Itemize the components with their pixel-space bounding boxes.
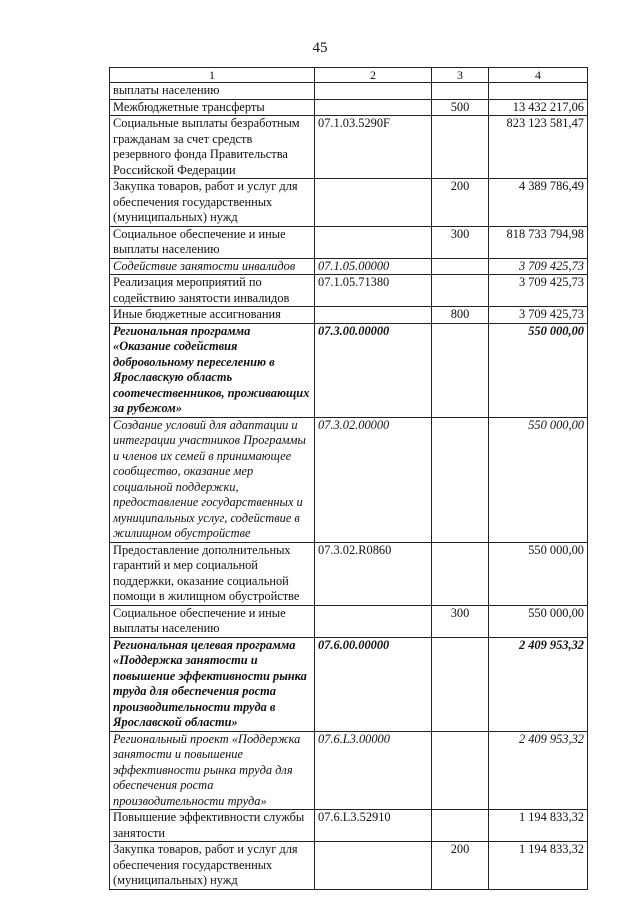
row-amount-cell: 4 389 786,49: [489, 179, 588, 227]
header-cell-code: 2: [315, 68, 432, 83]
row-name-cell: выплаты населению: [110, 83, 315, 100]
row-name-cell: Реализация мероприятий по содействию занятости инвалидов: [110, 275, 315, 307]
header-cell-type: 3: [432, 68, 489, 83]
row-type-cell: [432, 83, 489, 100]
row-code-cell: 07.3.02.R0860: [315, 542, 432, 605]
row-code-cell: 07.1.05.00000: [315, 258, 432, 275]
table-row: [110, 258, 588, 275]
row-code-cell: [315, 605, 432, 637]
row-name-cell: Иные бюджетные ассигнования: [110, 307, 315, 324]
row-code-cell: 07.3.00.00000: [315, 323, 432, 417]
table-row: [110, 810, 588, 842]
row-amount-cell: 818 733 794,98: [489, 226, 588, 258]
table-row: [110, 542, 588, 605]
row-amount-cell: 13 432 217,06: [489, 99, 588, 116]
row-amount-cell: 550 000,00: [489, 542, 588, 605]
row-amount-cell: 1 194 833,32: [489, 810, 588, 842]
table-row: [110, 637, 588, 731]
table-row: [110, 179, 588, 227]
row-code-cell: 07.6.L3.52910: [315, 810, 432, 842]
page-number: 45: [312, 40, 328, 56]
budget-table: [109, 67, 588, 890]
row-name-cell: Повышение эффективности службы занятости: [110, 810, 315, 842]
row-code-cell: [315, 842, 432, 890]
row-code-cell: [315, 307, 432, 324]
table-row: [110, 323, 588, 417]
row-code-cell: [315, 83, 432, 100]
row-type-cell: [432, 116, 489, 179]
row-name-cell: Региональный проект «Поддержка занятости и повышение эффективности рынка труда для обеспечения роста производительности труда»: [110, 731, 315, 810]
table-row: [110, 99, 588, 116]
row-amount-cell: 1 194 833,32: [489, 842, 588, 890]
row-type-cell: 200: [432, 842, 489, 890]
row-amount-cell: 2 409 953,32: [489, 637, 588, 731]
row-type-cell: 500: [432, 99, 489, 116]
row-name-cell: Предоставление дополнительных гарантий и мер социальной поддержки, оказание социальной помощи в жилищном обустройстве: [110, 542, 315, 605]
table-header-row: [110, 68, 588, 83]
row-name-cell: Создание условий для адаптации и интеграции участников Программы и членов их семей в принимающее сообщество, оказание мер социальной поддержки, предоставление государственных и муниципальных услуг, содействие в жилищном обустройстве: [110, 417, 315, 542]
table-row: [110, 842, 588, 890]
row-code-cell: 07.6.L3.00000: [315, 731, 432, 810]
table-row: [110, 605, 588, 637]
row-code-cell: 07.1.03.5290F: [315, 116, 432, 179]
row-amount-cell: [489, 83, 588, 100]
row-type-cell: 300: [432, 226, 489, 258]
row-amount-cell: 550 000,00: [489, 605, 588, 637]
row-code-cell: [315, 226, 432, 258]
row-type-cell: [432, 542, 489, 605]
row-amount-cell: 550 000,00: [489, 323, 588, 417]
row-amount-cell: 3 709 425,73: [489, 275, 588, 307]
table-row: [110, 417, 588, 542]
row-name-cell: Закупка товаров, работ и услуг для обеспечения государственных (муниципальных) нужд: [110, 179, 315, 227]
row-name-cell: Социальное обеспечение и иные выплаты населению: [110, 226, 315, 258]
row-amount-cell: 550 000,00: [489, 417, 588, 542]
row-name-cell: Социальные выплаты безработным гражданам за счет средств резервного фонда Правительства Российской Федерации: [110, 116, 315, 179]
row-type-cell: [432, 258, 489, 275]
row-code-cell: 07.1.05.71380: [315, 275, 432, 307]
row-name-cell: Социальное обеспечение и иные выплаты населению: [110, 605, 315, 637]
row-code-cell: [315, 179, 432, 227]
row-amount-cell: 823 123 581,47: [489, 116, 588, 179]
row-name-cell: Региональная программа «Оказание содействия добровольному переселению в Ярославскую область соотечественников, проживающих за рубежом»: [110, 323, 315, 417]
row-name-cell: Содействие занятости инвалидов: [110, 258, 315, 275]
row-code-cell: 07.3.02.00000: [315, 417, 432, 542]
row-type-cell: 200: [432, 179, 489, 227]
table-row: [110, 83, 588, 100]
row-amount-cell: 3 709 425,73: [489, 258, 588, 275]
row-name-cell: Региональная целевая программа «Поддержка занятости и повышение эффективности рынка труда для обеспечения роста производительности труда в Ярославской области»: [110, 637, 315, 731]
header-cell-name: 1: [110, 68, 315, 83]
row-amount-cell: 2 409 953,32: [489, 731, 588, 810]
row-type-cell: 300: [432, 605, 489, 637]
row-amount-cell: 3 709 425,73: [489, 307, 588, 324]
row-code-cell: 07.6.00.00000: [315, 637, 432, 731]
table-row: [110, 307, 588, 324]
row-type-cell: [432, 731, 489, 810]
table-row: [110, 226, 588, 258]
row-type-cell: [432, 637, 489, 731]
row-name-cell: Закупка товаров, работ и услуг для обеспечения государственных (муниципальных) нужд: [110, 842, 315, 890]
row-type-cell: [432, 323, 489, 417]
row-type-cell: 800: [432, 307, 489, 324]
row-name-cell: Межбюджетные трансферты: [110, 99, 315, 116]
row-type-cell: [432, 275, 489, 307]
table-row: [110, 116, 588, 179]
budget-table-body: [110, 68, 588, 890]
table-row: [110, 731, 588, 810]
row-type-cell: [432, 810, 489, 842]
table-row: [110, 275, 588, 307]
row-type-cell: [432, 417, 489, 542]
row-code-cell: [315, 99, 432, 116]
header-cell-amount: 4: [489, 68, 588, 83]
